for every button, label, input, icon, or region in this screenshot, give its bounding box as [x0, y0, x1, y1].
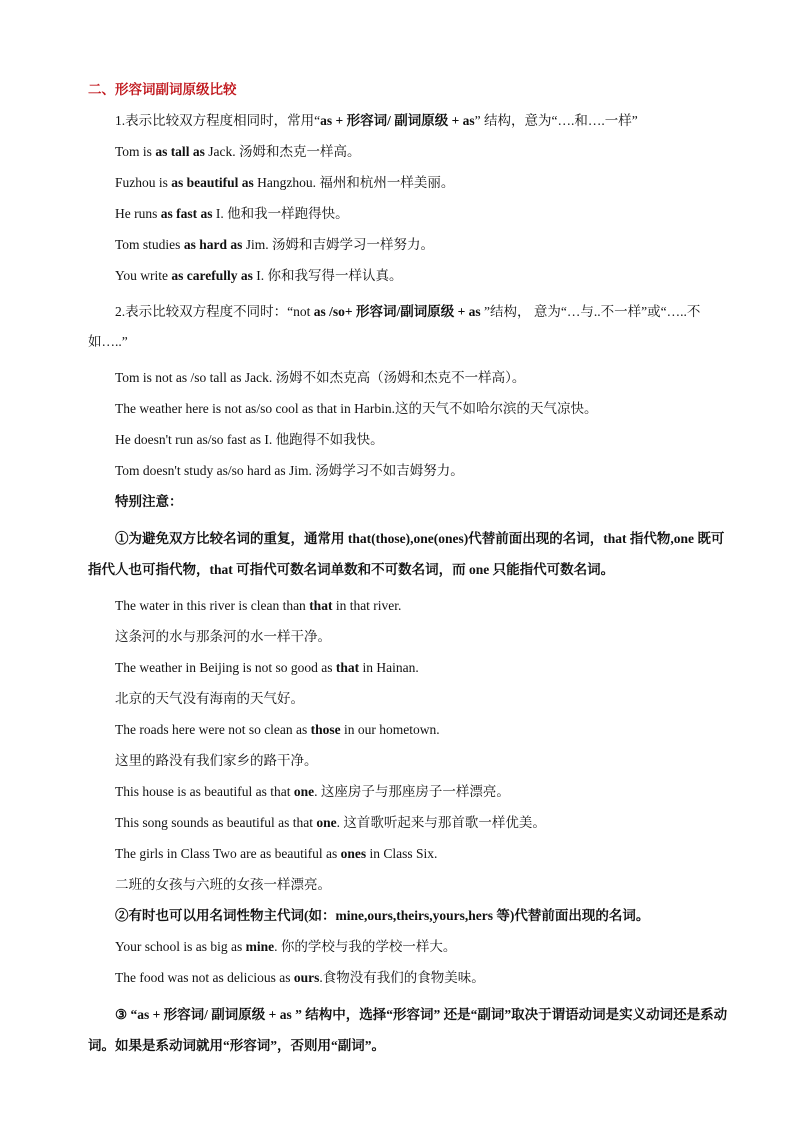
example-text: in Hainan. [359, 660, 419, 675]
document-page [88, 80, 728, 1072]
example-text: 这条河的水与那条河的水一样干净。 [115, 629, 331, 644]
example-key: mine [245, 939, 275, 954]
example-key: that [335, 660, 360, 675]
rule-2-text: 2.表示比较双方程度不同时：“not [115, 304, 314, 319]
example-text: . 这首歌听起来与那首歌一样优美。 [336, 815, 546, 830]
example-text: . 你的学校与我的学校一样大。 [274, 939, 457, 954]
example-text: 这里的路没有我们家乡的路干净。 [115, 753, 318, 768]
example-line [88, 968, 728, 988]
example-text: Tom studies [115, 237, 184, 252]
example-text: Fuzhou is [115, 175, 172, 190]
example-text: Tom is [115, 144, 156, 159]
example-line: The weather here is not as/so cool as that in Harbin.这的天气不如哈尔滨的天气凉快。 [115, 401, 598, 416]
example-line [88, 813, 728, 833]
example-key: as fast as [160, 206, 213, 221]
example-text: The water in this river is clean than [115, 598, 310, 613]
rule-2-meaning: ”结构， 意为“…与..不一样”或“…..不如…..” [88, 304, 701, 349]
example-line [88, 266, 728, 286]
example-text: This song sounds as beautiful as that [115, 815, 317, 830]
rule-1-meaning: ” 结构，意为“….和….一样” [474, 113, 638, 128]
example-line [88, 627, 728, 647]
example-text: He runs [115, 206, 161, 221]
example-key: one [316, 815, 337, 830]
example-key: ours [293, 970, 320, 985]
rule-1 [88, 111, 728, 131]
rule-2 [88, 297, 728, 357]
example-text: 二班的女孩与六班的女孩一样漂亮。 [115, 877, 331, 892]
example-key: ones [340, 846, 367, 861]
example-line [88, 235, 728, 255]
example-text: . 这座房子与那座房子一样漂亮。 [314, 784, 510, 799]
example-text: in Class Six. [366, 846, 438, 861]
example-text: 北京的天气没有海南的天气好。 [115, 691, 304, 706]
example-key: as carefully as [171, 268, 253, 283]
example-key: as hard as [183, 237, 243, 252]
rule-1-text: 1.表示比较双方程度相同时，常用“ [115, 113, 321, 128]
example-text: The roads here were not so clean as [115, 722, 311, 737]
example-text: Jack. 汤姆和杰克一样高。 [204, 144, 361, 159]
example-line [88, 720, 728, 740]
example-line [88, 173, 728, 193]
example-key: those [310, 722, 341, 737]
example-line [88, 204, 728, 224]
example-text: The girls in Class Two are as beautiful as [115, 846, 341, 861]
example-text: Your school is as big as [115, 939, 246, 954]
example-text: The food was not as delicious as [115, 970, 294, 985]
example-text: in our hometown. [340, 722, 440, 737]
rule-1-structure: as + 形容词/ 副词原级 + as [320, 113, 475, 128]
example-line [88, 751, 728, 771]
example-line: He doesn't run as/so fast as I. 他跑得不如我快。 [115, 432, 384, 447]
example-line [88, 937, 728, 957]
section-title: 二、形容词副词原级比较 [88, 82, 237, 97]
example-text: You write [115, 268, 172, 283]
example-key: as beautiful as [171, 175, 254, 190]
example-line [88, 875, 728, 895]
example-line [88, 596, 728, 616]
special-note-label: 特别注意： [115, 494, 183, 509]
example-line [88, 782, 728, 802]
example-text: I. 他和我一样跑得快。 [212, 206, 349, 221]
example-text: .食物没有我们的食物美味。 [319, 970, 485, 985]
example-line [88, 844, 728, 864]
example-key: as tall as [155, 144, 205, 159]
example-key: one [293, 784, 315, 799]
note-1: ①为避免双方比较名词的重复，通常用 that(those),one(ones)代替前面出现的名词，that 指代物,one 既可指代人也可指代物，that 可指代可数名词单数和不可数名词，而 one 只能指代可数名词。 [88, 531, 725, 577]
example-line [88, 689, 728, 709]
example-text: in that river. [332, 598, 402, 613]
example-text: Hangzhou. 福州和杭州一样美丽。 [253, 175, 455, 190]
example-key: that [309, 598, 333, 613]
example-line: Tom is not as /so tall as Jack. 汤姆不如杰克高（汤姆和杰克不一样高）。 [115, 370, 526, 385]
example-text: Jim. 汤姆和吉姆学习一样努力。 [242, 237, 434, 252]
example-text: I. 你和我写得一样认真。 [252, 268, 403, 283]
note-2: ②有时也可以用名词性物主代词(如：mine,ours,theirs,yours,hers 等)代替前面出现的名词。 [115, 908, 650, 923]
example-text: The weather in Beijing is not so good as [115, 660, 336, 675]
example-line [88, 142, 728, 162]
example-line: Tom doesn't study as/so hard as Jim. 汤姆学习不如吉姆努力。 [115, 463, 464, 478]
example-text: This house is as beautiful as that [115, 784, 294, 799]
example-line [88, 658, 728, 678]
rule-2-structure: as /so+ 形容词/副词原级 + as [313, 304, 481, 319]
note-3: ③ “as + 形容词/ 副词原级 + as ” 结构中，选择“形容词” 还是“副词”取决于谓语动词是实义动词还是系动词。如果是系动词就用“形容词”，否则用“副词”。 [88, 1007, 728, 1053]
